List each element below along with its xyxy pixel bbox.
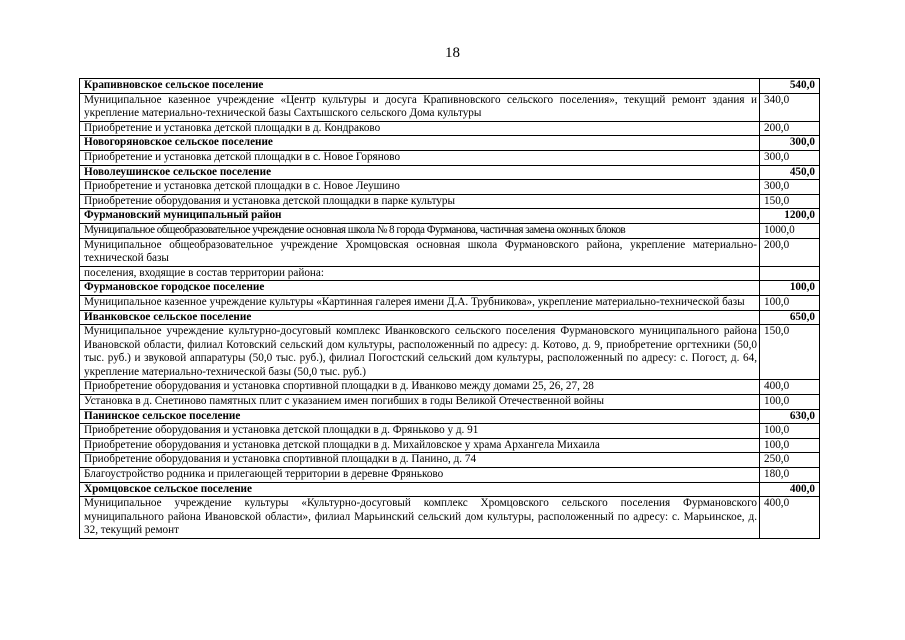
item-description: Приобретение и установка детской площадки в с. Новое Леушино (80, 180, 760, 195)
item-description: Установка в д. Снетиново памятных плит с указанием имен погибших в годы Великой Отечественной войны (80, 395, 760, 410)
section-total: 630,0 (760, 409, 820, 424)
item-description: Муниципальное казенное учреждение культуры «Картинная галерея имени Д.А. Трубникова», укрепление материально-технической базы (80, 295, 760, 310)
item-row (80, 180, 820, 195)
item-description: Приобретение и установка детской площадки в с. Новое Горяново (80, 150, 760, 165)
section-total: 650,0 (760, 310, 820, 325)
item-amount: 100,0 (760, 395, 820, 410)
section-row (80, 209, 820, 224)
section-title: Новолеушинское сельское поселение (80, 165, 760, 180)
item-amount: 150,0 (760, 325, 820, 380)
section-row (80, 281, 820, 296)
item-amount: 300,0 (760, 180, 820, 195)
item-row (80, 497, 820, 539)
section-row (80, 165, 820, 180)
section-row (80, 310, 820, 325)
item-row (80, 424, 820, 439)
item-amount: 100,0 (760, 424, 820, 439)
item-row (80, 238, 820, 266)
item-description: Приобретение и установка детской площадки в д. Кондраково (80, 121, 760, 136)
section-title: Новогоряновское сельское поселение (80, 136, 760, 151)
item-amount: 300,0 (760, 150, 820, 165)
item-row (80, 438, 820, 453)
section-total: 1200,0 (760, 209, 820, 224)
section-total: 100,0 (760, 281, 820, 296)
item-amount: 200,0 (760, 121, 820, 136)
item-description: Муниципальное учреждение культуры «Культурно-досуговый комплекс Хромцовского сельского поселения Фурмановского муниципального района Ивановской области», филиал Марьинский сельский дом культуры, расположенный по адресу: с. Марьинское, д. 32, текущий ремонт (80, 497, 760, 539)
item-description: Муниципальное общеобразовательное учреждение основная школа № 8 города Фурманова, частичная замена оконных блоков (80, 223, 760, 238)
budget-table (79, 78, 820, 539)
item-description: Муниципальное общеобразовательное учреждение Хромцовская основная школа Фурмановского района, укрепление материально-технической базы (80, 238, 760, 266)
budget-table-body (80, 79, 820, 539)
section-total: 450,0 (760, 165, 820, 180)
item-amount: 180,0 (760, 468, 820, 483)
item-description: Приобретение оборудования и установка детской площадки в д. Михайловское у храма Архангела Михаила (80, 438, 760, 453)
item-amount: 340,0 (760, 93, 820, 121)
item-amount: 400,0 (760, 380, 820, 395)
section-title: Панинское сельское поселение (80, 409, 760, 424)
section-row (80, 136, 820, 151)
section-row (80, 482, 820, 497)
section-title: Иванковское сельское поселение (80, 310, 760, 325)
item-description: Приобретение оборудования и установка детской площадки в парке культуры (80, 194, 760, 209)
item-description: поселения, входящие в состав территории района: (80, 266, 760, 281)
item-row (80, 93, 820, 121)
section-total: 540,0 (760, 79, 820, 94)
item-row (80, 468, 820, 483)
item-row (80, 223, 820, 238)
item-amount: 400,0 (760, 497, 820, 539)
item-amount: 1000,0 (760, 223, 820, 238)
item-amount: 100,0 (760, 295, 820, 310)
item-row (80, 325, 820, 380)
item-description: Приобретение оборудования и установка спортивной площадки в д. Иванково между домами 25, 26, 27, 28 (80, 380, 760, 395)
item-row (80, 295, 820, 310)
item-description: Благоустройство родника и прилегающей территории в деревне Фряньково (80, 468, 760, 483)
section-title: Хромцовское сельское поселение (80, 482, 760, 497)
section-total: 400,0 (760, 482, 820, 497)
item-description: Муниципальное казенное учреждение «Центр культуры и досуга Крапивновского сельского поселения», текущий ремонт здания и укрепление материально-технической базы Сахтышского сельского Дома культуры (80, 93, 760, 121)
item-row (80, 395, 820, 410)
item-description: Приобретение оборудования и установка детской площадки в д. Фряньково у д. 91 (80, 424, 760, 439)
section-row (80, 79, 820, 94)
item-row (80, 380, 820, 395)
item-amount: 250,0 (760, 453, 820, 468)
item-amount (760, 266, 820, 281)
section-title: Фурмановский муниципальный район (80, 209, 760, 224)
section-total: 300,0 (760, 136, 820, 151)
page-number: 18 (445, 45, 460, 61)
item-row (80, 194, 820, 209)
item-row (80, 453, 820, 468)
section-title: Фурмановское городское поселение (80, 281, 760, 296)
item-amount: 100,0 (760, 438, 820, 453)
section-row (80, 409, 820, 424)
item-row (80, 266, 820, 281)
item-row (80, 150, 820, 165)
item-description: Муниципальное учреждение культурно-досуговый комплекс Иванковского сельского поселения Фурмановского муниципального района Ивановской области, филиал Котовский сельский дом культуры, расположенный по адресу: д. Котово, д. 9, приобретение оргтехники (50,0 тыс. руб.) и звуковой аппаратуры (50,0 тыс. руб.), филиал Погостский сельский дом культуры, расположенный по адресу: с. Погост, д. 64, укрепление материально-технической базы (50,0 тыс. руб.) (80, 325, 760, 380)
item-amount: 150,0 (760, 194, 820, 209)
section-title: Крапивновское сельское поселение (80, 79, 760, 94)
item-row (80, 121, 820, 136)
item-description: Приобретение оборудования и установка спортивной площадки в д. Панино, д. 74 (80, 453, 760, 468)
item-amount: 200,0 (760, 238, 820, 266)
